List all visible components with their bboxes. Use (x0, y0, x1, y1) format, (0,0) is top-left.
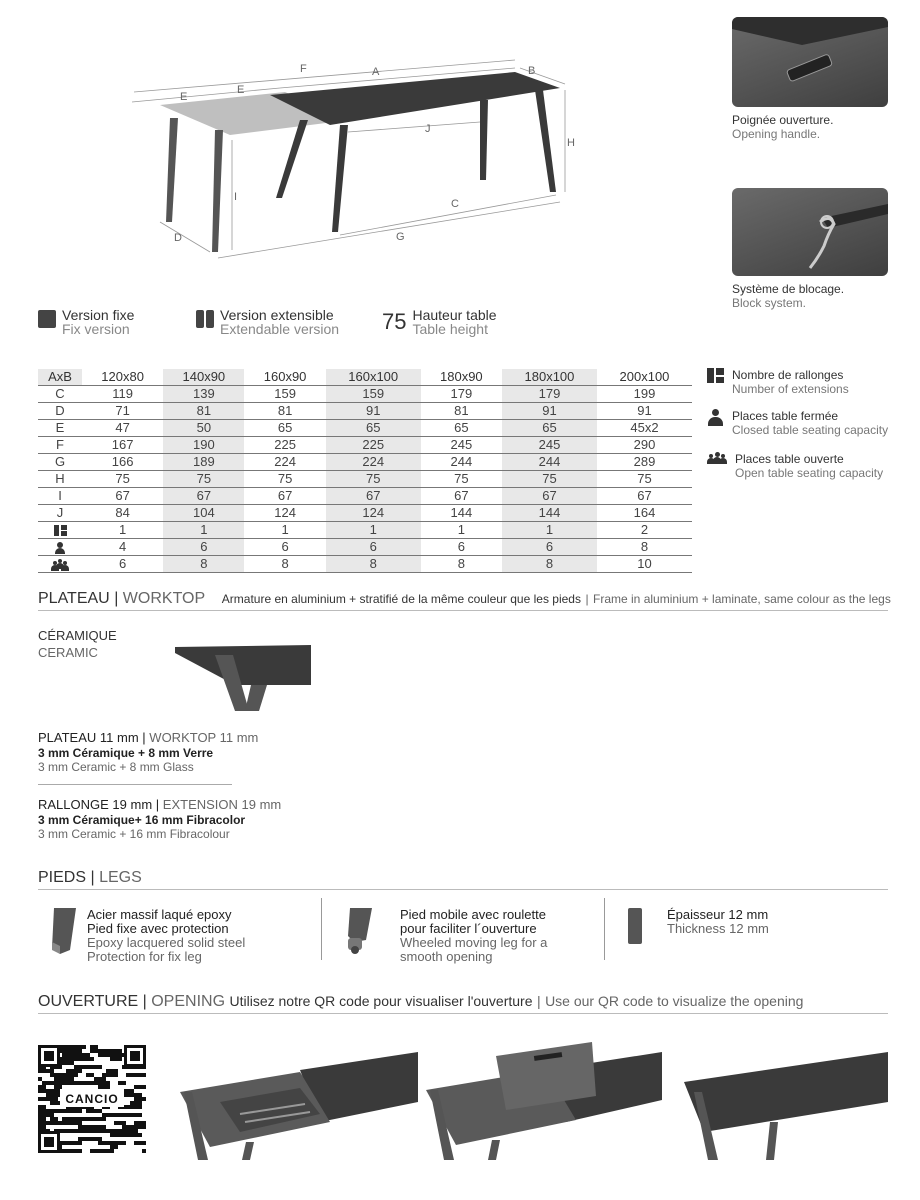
photo-caption-en: Block system. (732, 296, 807, 310)
table-cell: 65 (421, 420, 502, 437)
table-cell: 67 (244, 488, 325, 505)
table-cell: 67 (163, 488, 244, 505)
table-cell: 189 (163, 454, 244, 471)
extension-icon (54, 525, 67, 536)
divider (604, 898, 605, 960)
table-cell: 75 (421, 471, 502, 488)
table-cell: 199 (597, 386, 692, 403)
table-cell: 144 (421, 505, 502, 522)
separator: | (142, 730, 146, 745)
extension-comp-en: 3 mm Ceramic + 16 mm Fibracolour (38, 827, 230, 841)
photo-caption-en: Opening handle. (732, 127, 821, 141)
table-row (38, 522, 692, 539)
row-label: F (38, 437, 82, 454)
divider (321, 898, 322, 960)
legend-fixed (38, 308, 134, 336)
leg-fr-1: Acier massif laqué epoxy (87, 907, 232, 922)
worktop-spec (38, 730, 258, 745)
dimensions-table (38, 369, 692, 573)
table-cell: 67 (82, 488, 163, 505)
ouverture-title-en: OPENING (151, 993, 226, 1010)
separator: | (90, 869, 95, 886)
table-cell: 179 (502, 386, 597, 403)
dim-label-f: F (300, 63, 307, 75)
table-cell: 245 (421, 437, 502, 454)
table-cell: 290 (597, 437, 692, 454)
table-cell: 45x2 (597, 420, 692, 437)
table-cell: 167 (82, 437, 163, 454)
dim-label-e: E (180, 91, 188, 103)
table-row (38, 403, 692, 420)
dim-label-j: J (425, 123, 431, 135)
col-header: 120x80 (82, 369, 163, 386)
table-cell: 8 (421, 556, 502, 573)
opening-step-1 (180, 1052, 418, 1160)
table-cell: 1 (244, 522, 325, 539)
separator: | (155, 797, 160, 812)
table-cell: 159 (326, 386, 421, 403)
table-cell: 81 (244, 403, 325, 420)
table-cell: 1 (326, 522, 421, 539)
leg-fr-2: pour faciliter l´ouverture (400, 921, 537, 936)
plateau-heading (38, 590, 891, 611)
table-cell: 139 (163, 386, 244, 403)
table-row (38, 386, 692, 403)
legend-fixed-en: Fix version (62, 321, 130, 337)
person-icon (707, 409, 724, 426)
leg (332, 125, 348, 232)
side-legend-fr: Places table ouverte (735, 452, 844, 466)
side-legend-fr: Places table fermée (732, 409, 839, 423)
separator: | (142, 993, 147, 1010)
table-cell: 67 (502, 488, 597, 505)
row-label: I (38, 488, 82, 505)
dim-label-d: D (174, 232, 182, 244)
table-cell: 224 (326, 454, 421, 471)
block-illustration (732, 188, 888, 276)
legend-height (382, 308, 497, 336)
thickness-icon (628, 908, 642, 944)
table-cell: 6 (244, 539, 325, 556)
table-row (38, 454, 692, 471)
table-cell: 84 (82, 505, 163, 522)
table-cell: 75 (597, 471, 692, 488)
leg (276, 120, 308, 198)
row-icon-cell (38, 556, 82, 573)
table-cell: 81 (421, 403, 502, 420)
ouverture-title-fr: OUVERTURE (38, 993, 139, 1010)
table-cell: 75 (502, 471, 597, 488)
person-icon (54, 542, 66, 554)
table-cell: 6 (82, 556, 163, 573)
table-cell: 50 (163, 420, 244, 437)
legend-height-fr: Hauteur table (412, 307, 497, 323)
table-header-row (38, 369, 692, 386)
leg (480, 100, 488, 180)
legend-extendable (196, 308, 339, 336)
group-icon (707, 452, 727, 464)
pieds-heading (38, 869, 888, 890)
leg-item-steel (87, 908, 245, 964)
opening-step-3 (684, 1052, 888, 1160)
table-cell: 8 (597, 539, 692, 556)
row-icon-cell (38, 522, 82, 539)
table-cell: 104 (163, 505, 244, 522)
table-row (38, 488, 692, 505)
table-cell: 144 (502, 505, 597, 522)
row-label: G (38, 454, 82, 471)
plateau-note-en: Frame in aluminium + laminate, same colour as the legs (593, 592, 891, 606)
table-row (38, 539, 692, 556)
leg-en-1: Wheeled moving leg for a (400, 935, 548, 950)
leg-en-2: Protection for fix leg (87, 949, 202, 964)
table-cell: 1 (163, 522, 244, 539)
table-cell: 67 (326, 488, 421, 505)
extendable-version-icon (196, 310, 214, 328)
table-cell: 190 (163, 437, 244, 454)
table-cell: 2 (597, 522, 692, 539)
opening-handle-photo (732, 17, 888, 107)
table-cell: 75 (244, 471, 325, 488)
table-row (38, 420, 692, 437)
separator: | (114, 590, 119, 607)
table-cell: 8 (163, 556, 244, 573)
table-height-value: 75 (382, 309, 407, 334)
pieds-title-en: LEGS (99, 869, 142, 886)
qr-label: CANCIO (65, 1092, 119, 1106)
col-header: 160x90 (244, 369, 325, 386)
table-cell: 164 (597, 505, 692, 522)
worktop-comp-en: 3 mm Ceramic + 8 mm Glass (38, 760, 194, 774)
dim-label-c: C (451, 198, 459, 210)
header-axb: AxB (38, 369, 82, 386)
col-header: 180x90 (421, 369, 502, 386)
table-row (38, 556, 692, 573)
table-cell: 124 (326, 505, 421, 522)
leg-fr-2: Pied fixe avec protection (87, 921, 229, 936)
table-cell: 8 (244, 556, 325, 573)
table-cell: 91 (326, 403, 421, 420)
group-icon (51, 559, 69, 571)
table-cell: 159 (244, 386, 325, 403)
leg-en-1: Thickness 12 mm (667, 921, 769, 936)
side-legend-en: Closed table seating capacity (732, 423, 889, 437)
table-cell: 224 (244, 454, 325, 471)
row-label: J (38, 505, 82, 522)
row-label: D (38, 403, 82, 420)
table-cell: 225 (326, 437, 421, 454)
table-cell: 1 (421, 522, 502, 539)
side-legend-fr: Nombre de rallonges (732, 368, 844, 382)
col-header: 160x100 (326, 369, 421, 386)
block-system-photo (732, 188, 888, 276)
fixed-version-icon (38, 310, 56, 328)
dim-label-e2: E (237, 84, 245, 96)
table-row (38, 437, 692, 454)
row-label: E (38, 420, 82, 437)
ouverture-note-en: Use our QR code to visualize the opening (545, 993, 804, 1009)
leg-en-1: Epoxy lacquered solid steel (87, 935, 246, 950)
table-cell: 119 (82, 386, 163, 403)
table-cell: 47 (82, 420, 163, 437)
side-legend (707, 368, 907, 488)
table-cell: 4 (82, 539, 163, 556)
col-header: 180x100 (502, 369, 597, 386)
divider (38, 784, 232, 785)
col-header: 140x90 (163, 369, 244, 386)
leg-item-wheeled (400, 908, 547, 964)
ceramic-sample-image (175, 645, 311, 711)
table-cell: 65 (326, 420, 421, 437)
extension-icon (707, 368, 724, 383)
table-cell: 91 (502, 403, 597, 420)
col-header: 200x100 (597, 369, 692, 386)
table-cell: 124 (244, 505, 325, 522)
dim-label-a: A (372, 66, 380, 78)
extension-fr: RALLONGE 19 mm (38, 797, 153, 812)
extension-spec (38, 797, 281, 812)
table-cell: 6 (163, 539, 244, 556)
table-cell: 289 (597, 454, 692, 471)
table-cell: 166 (82, 454, 163, 471)
row-label: H (38, 471, 82, 488)
separator: | (536, 993, 541, 1009)
dim-label-h: H (567, 137, 575, 149)
leg (166, 118, 178, 222)
table-cell: 75 (163, 471, 244, 488)
table-cell: 67 (597, 488, 692, 505)
table-cell: 1 (82, 522, 163, 539)
plateau-title-fr: PLATEAU (38, 590, 110, 607)
table-cell: 67 (421, 488, 502, 505)
table-row (38, 471, 692, 488)
plateau-note-fr: Armature en aluminium + stratifié de la même couleur que les pieds (221, 592, 581, 606)
leg-fr-1: Pied mobile avec roulette (400, 907, 546, 922)
table-cell: 91 (597, 403, 692, 420)
leg (212, 130, 223, 252)
table-cell: 8 (326, 556, 421, 573)
table-cell: 245 (502, 437, 597, 454)
leg-fr-1: Épaisseur 12 mm (667, 907, 769, 922)
ouverture-note-fr: Utilisez notre QR code pour visualiser l'ouverture (229, 993, 533, 1009)
qr-code[interactable] (38, 1045, 146, 1153)
handle-illustration (732, 17, 888, 107)
side-legend-closed (707, 409, 907, 437)
table-cell: 10 (597, 556, 692, 573)
dim-label-i: I (234, 191, 238, 203)
side-legend-en: Open table seating capacity (735, 466, 884, 480)
table-cell: 179 (421, 386, 502, 403)
ouverture-heading (38, 993, 888, 1014)
worktop-fr: PLATEAU 11 mm (38, 730, 139, 745)
leg-en-2: smooth opening (400, 949, 493, 964)
side-legend-open (707, 452, 907, 480)
side-legend-en: Number of extensions (732, 382, 849, 396)
table-cell: 225 (244, 437, 325, 454)
photo-caption-fr: Poignée ouverture. (732, 113, 834, 127)
row-icon-cell (38, 539, 82, 556)
worktop-en: WORKTOP 11 mm (149, 730, 259, 745)
table-cell: 244 (421, 454, 502, 471)
material-en: CERAMIC (38, 645, 98, 660)
table-cell: 1 (502, 522, 597, 539)
table-cell: 75 (326, 471, 421, 488)
extension-comp-fr: 3 mm Céramique+ 16 mm Fibracolor (38, 813, 246, 827)
table-cell: 244 (502, 454, 597, 471)
table-cell: 75 (82, 471, 163, 488)
leg (535, 90, 556, 192)
opening-step-2 (426, 1040, 662, 1160)
side-legend-extensions (707, 368, 907, 396)
material-fr: CÉRAMIQUE (38, 628, 117, 643)
table-cell: 6 (326, 539, 421, 556)
plateau-title-en: WORKTOP (122, 590, 205, 607)
table-dimension-drawing (120, 50, 590, 290)
leg-item-thickness (667, 908, 769, 936)
row-label: C (38, 386, 82, 403)
pieds-title-fr: PIEDS (38, 869, 87, 886)
photo-caption-fr: Système de blocage. (732, 282, 845, 296)
legend-ext-fr: Version extensible (220, 307, 334, 323)
table-cell: 81 (163, 403, 244, 420)
table-cell: 6 (502, 539, 597, 556)
worktop-comp-fr: 3 mm Céramique + 8 mm Verre (38, 746, 214, 760)
wheeled-leg-icon (340, 906, 376, 954)
table-cell: 65 (502, 420, 597, 437)
dim-label-b: B (528, 65, 536, 77)
steel-leg-icon (46, 906, 78, 954)
table-cell: 6 (421, 539, 502, 556)
legend-height-en: Table height (412, 321, 488, 337)
dim-label-g: G (396, 231, 405, 243)
table-cell: 71 (82, 403, 163, 420)
legend-ext-en: Extendable version (220, 321, 340, 337)
separator: | (585, 592, 589, 606)
table-cell: 65 (244, 420, 325, 437)
table-cell: 8 (502, 556, 597, 573)
table-row (38, 505, 692, 522)
legend-fixed-fr: Version fixe (62, 307, 135, 323)
extension-en: EXTENSION 19 mm (162, 797, 282, 812)
